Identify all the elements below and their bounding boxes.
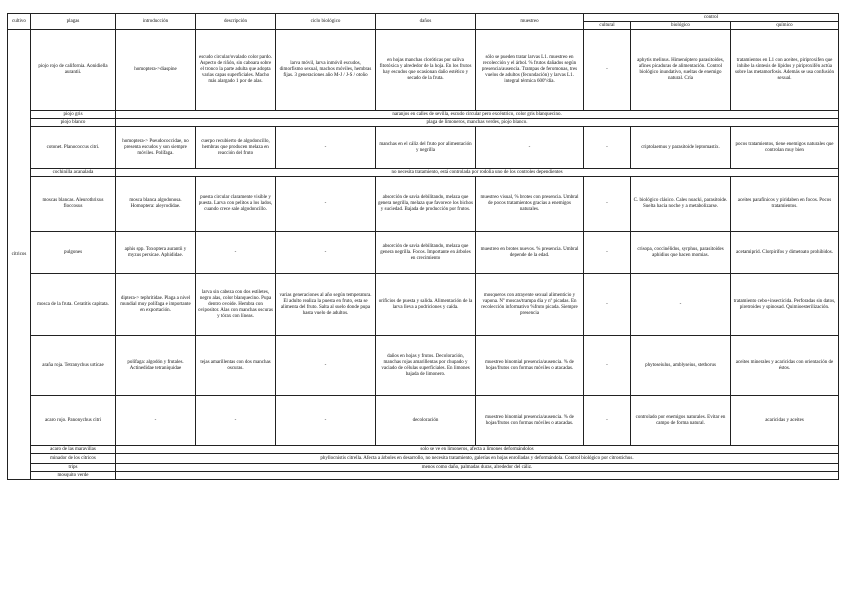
header-quimico: químico [731, 22, 839, 30]
biologico-cell: C. biológico clásico. Cales noacki, parasitoide. Suelta hacia noche y a metabolizarse. [631, 177, 731, 232]
table-row [8, 232, 839, 274]
descripcion-cell: larva sin cabeza con dos estiletes, negro alas, color blanquecino. Pupa dentro ovoide. Hembra con ovipositor. Alas con manchas oscuras y tórax con líneas. [196, 274, 276, 336]
table-row [8, 169, 839, 177]
muestreo-cell: sólo se pueden tratar larvas L1. muestreo en recolección y el árbol. % frutos dañados según presencia/ausencia. Trampas de feromonas, tres vuelos de adultos (fecundación) y larvas L1. integral térmica 600º/día. [476, 30, 584, 111]
muestreo-cell: muestreo visual, % brotes con presencia. Umbral de pocos tratamientos gracias a enemigos naturales. [476, 177, 584, 232]
table-row [8, 446, 839, 454]
header-ciclo: ciclo biológico [276, 14, 376, 30]
table-row [8, 336, 839, 396]
header-control: control [584, 14, 839, 22]
plaga-cell: cochinilla acanalada [31, 169, 116, 177]
danos-cell: absorción de savia debilitando, melaza que genera negrilla, melaza que favorece los bichos y suciedad. Bajada de producción por frutos. [376, 177, 476, 232]
introduccion-cell: diptera-> tephritidae. Plaga a nivel mundial muy polífaga e importante en exportación. [116, 274, 196, 336]
cultural-cell: - [584, 232, 631, 274]
plaga-cell: piojo gris [31, 111, 116, 119]
danos-cell: manchas en el cáliz del fruto por alimentación y negrilla [376, 127, 476, 169]
ciclo-cell: - [276, 177, 376, 232]
biologico-cell: aphytis melinus. Himenóptero parasitoides, afines picaduras de alimentación. Control biológico inundativo, sueltas de enemigo natural. Cría [631, 30, 731, 111]
plaga-cell: piojo rojo de california. Aonidiella aurantii. [31, 30, 116, 111]
plaga-cell: acaro de las maravillas [31, 446, 116, 454]
plaga-note-cell: phyllocnistis citrella. Afecta a árboles en desarrollo, no necesita tratamiento, galerías en hojas enrolladas y deformándola. Control biológico por citrostichus. [116, 454, 839, 464]
cultivo-cell: cítricos [8, 30, 31, 480]
ciclo-cell: larva móvil, larva inmóvil escudos, dimorfismo sexual, machos móviles, hembras fijas. 3 generaciones año M-J / J-S / otoño [276, 30, 376, 111]
plaga-cell: moscas blancas. Aleurothrixus floccosus [31, 177, 116, 232]
table-row [8, 274, 839, 336]
descripcion-cell: puesta circular claramente visible y puesta. Larva con pelitos a los lados, cuando crece sale algodoncillo. [196, 177, 276, 232]
table-row [8, 464, 839, 472]
cultural-cell: - [584, 336, 631, 396]
plaga-cell: mosca de la fruta. Ceratitis capitata. [31, 274, 116, 336]
danos-cell: daños en hojas y frutos. Decoloración, manchas rojas amarillentas por chupado y vaciado de células superficiales. En limones bajada de limonero. [376, 336, 476, 396]
descripcion-cell: cuerpo recubierto de algodoncillo, hembras que producen melaza en reacción del fruto [196, 127, 276, 169]
header-plagas: plagas [31, 14, 116, 30]
introduccion-cell: aphis spp. Toxoptera aurantii y myzus persicae. Aphididae. [116, 232, 196, 274]
biologico-cell: crisopa, coccinélidos, syrphus, parasitoides aphidius que hacen momias. [631, 232, 731, 274]
header-introduccion: introducción [116, 14, 196, 30]
plaga-note-cell: no necesita tratamiento, está controlada por rodolia uno de los controles dependientes [116, 169, 839, 177]
introduccion-cell: homoptera->diaspine [116, 30, 196, 111]
descripcion-cell: - [196, 232, 276, 274]
pest-control-table [7, 13, 839, 480]
plaga-cell: pulgones [31, 232, 116, 274]
header-muestreo: muestreo [476, 14, 584, 30]
descripcion-cell: tejas amarillentas con dos manchas oscuras. [196, 336, 276, 396]
quimico-cell: tratamiento cebo+insecticida. Perforadas sin datos, piretroides y spinosad. Quimioesterilización. [731, 274, 839, 336]
table-row [8, 177, 839, 232]
introduccion-cell: homoptera-> Pseudococcidae, no presenta escudos y son siempre móviles. Polífaga. [116, 127, 196, 169]
ciclo-cell: - [276, 336, 376, 396]
introduccion-cell: mosca blanca algodonosa. Homoptera: aleyrodidae. [116, 177, 196, 232]
descripcion-cell: - [196, 396, 276, 446]
table-row [8, 396, 839, 446]
plaga-cell: piojo blanco [31, 119, 116, 127]
cultural-cell: - [584, 177, 631, 232]
cultural-cell: - [584, 396, 631, 446]
danos-cell: orificios de puesta y salida. Alimentación de la larva lleva a podriciones y caída. [376, 274, 476, 336]
biologico-cell: - [631, 274, 731, 336]
introduccion-cell: polífaga: algodón y frutales. Actinedidae tetraniquidae [116, 336, 196, 396]
quimico-cell: acetamiprid. Clorpirifos y dimetoato prohibidos. [731, 232, 839, 274]
descripcion-cell: escudo circular/ovalado color pardo. Aspecto de riñón, sin caboara sobre el tronco la parte adulta que adopta varias capas superficiales. Macho más alargado 1 por de alas. [196, 30, 276, 111]
table-row [8, 30, 839, 111]
ciclo-cell: varias generaciones al año según temperatura. El adulto realiza la puesta en fruto, esta se alimenta del fruto. Salta al suelo donde pupa hasta vuelo de adultos. [276, 274, 376, 336]
table-row [8, 127, 839, 169]
plaga-cell: araña roja. Tetranychus urticae [31, 336, 116, 396]
biologico-cell: controlado por enemigos naturales. Evitar en campo de forma natural. [631, 396, 731, 446]
quimico-cell: tratamientos en L1 con aceites, piriproxifen que inhibe la síntesis de lípidos y piriproxifén actúa sobre las metamorfosis. Además se usa confusión sexual. [731, 30, 839, 111]
danos-cell: en hojas manchas cloróticas por saliva fitotóxica y alrededor de la hoja. En los frutos hay escudos que ocasionan daño estético y secado de la fruta. [376, 30, 476, 111]
header-cultural: cultural [584, 22, 631, 30]
muestreo-cell: mosqueros con atrayente sexual alimenticio y vapona. Nº moscas/trampa día y nº picadas. En recolección informativo %fruto picada. Siempre presencia [476, 274, 584, 336]
header-biologico: biológico [631, 22, 731, 30]
quimico-cell: aceites parafínicos y piridaben en focos. Pocos tratamientos. [731, 177, 839, 232]
cultural-cell: - [584, 127, 631, 169]
biologico-cell: criptolaemus y parasitoide leptomastix. [631, 127, 731, 169]
header-cultivo: cultivo [8, 14, 31, 30]
introduccion-cell: - [116, 396, 196, 446]
muestreo-cell: - [476, 127, 584, 169]
cultural-cell: - [584, 274, 631, 336]
plaga-note-cell [116, 472, 839, 480]
table-row [8, 454, 839, 464]
danos-cell: decoloración [376, 396, 476, 446]
plaga-note-cell: naranjos en calles de sevilla, escudo circular pero excéntrico, color gris blanquecino. [116, 111, 839, 119]
ciclo-cell: - [276, 127, 376, 169]
plaga-note-cell: solo se ve en limoneros, afecta a limones deformándolos [116, 446, 839, 454]
quimico-cell: pocos tratamientos, tiene enemigos naturales que controlan muy bien [731, 127, 839, 169]
cultural-cell: - [584, 30, 631, 111]
plaga-note-cell: menos como daño, palmadas duras, alrededor del cáliz. [116, 464, 839, 472]
muestreo-cell: muestreo en brotes nuevos. % presencia. Umbral depende de la edad. [476, 232, 584, 274]
plaga-cell: cotonet. Planococcus citri. [31, 127, 116, 169]
quimico-cell: aceites minerales y acaricidas con orientación de éstos. [731, 336, 839, 396]
ciclo-cell: - [276, 232, 376, 274]
quimico-cell: acaricidas y aceites [731, 396, 839, 446]
muestreo-cell: muestreo binomial presencia/ausencia. % de hojas/frutos con formas móviles o atacadas. [476, 396, 584, 446]
ciclo-cell: - [276, 396, 376, 446]
plaga-cell: mosquito verde [31, 472, 116, 480]
table-row [8, 119, 839, 127]
plaga-cell: acaro rojo. Panonychus citri [31, 396, 116, 446]
muestreo-cell: muestreo binomial presencia/ausencia. % de hojas/frutos con formas móviles o atacadas. [476, 336, 584, 396]
table-row [8, 472, 839, 480]
danos-cell: absorción de savia debilitando, melaza que genera negrilla. Focos. Importante en árboles en crecimiento [376, 232, 476, 274]
plaga-note-cell: plaga de limoneros, manchas verdes, piojo blanco. [116, 119, 839, 127]
biologico-cell: phytoseiulus, amblyseius, stethorus [631, 336, 731, 396]
plaga-cell: trips [31, 464, 116, 472]
table-row [8, 111, 839, 119]
plaga-cell: minador de los cítricos [31, 454, 116, 464]
header-descripcion: descripción [196, 14, 276, 30]
header-danos: daños [376, 14, 476, 30]
